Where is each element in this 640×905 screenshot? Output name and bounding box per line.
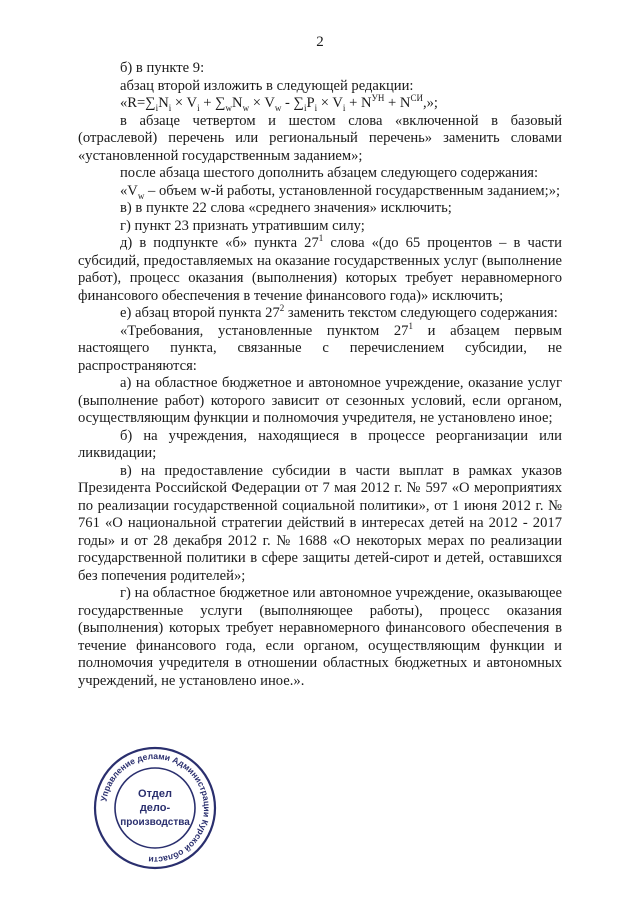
paragraph-item-g: г) пункт 23 признать утратившим силу; <box>120 217 365 234</box>
stamp-center-line-2: дело- <box>139 802 171 814</box>
paragraph-requirements: «Требования, установленные пунктом 27$^1$ и абзацем первым настоящего пункта, связанные с перечислением субсидии, не распространяются: <box>78 320 562 374</box>
paragraph-abzac-4-6: в абзаце четвертом и шестом слова «включенной в базовый (отраслевой) перечень или региональный перечень» заменить словами «установленной государственным заданием»; <box>78 112 562 164</box>
paragraph-sub-v: в) на предоставление субсидии в части выплат в рамках указов Президента Российской Федерации от 7 мая 2012 г. № 597 «О мероприятиях по реализации государственной социальной политики», от 1 июня 2012 г. № 761 «О национальной стратегии действий в интересах детей на 2012 - 2017 годы» и от 28 декабря 2012 г. № 1688 «О некоторых мерах по реализации государственной политики в сфере защиты детей-сирот и детей, оставшихся без попечения родителей»; <box>78 462 562 584</box>
paragraph-second-abzac: абзац второй изложить в следующей редакции: <box>120 77 414 94</box>
paragraph-item-d: д) в подпункте «б» пункта 27$^1$ слова «(до 65 процентов – в части субсидий, предоставляемых на оказание государственных услуг (выполнение работ), процесс оказания (выполнения) которых требует неравномерного финансового обеспечения в течение финансового года)» исключить; <box>78 233 562 304</box>
paragraph-after-6: после абзаца шестого дополнить абзацем следующего содержания: <box>120 165 539 181</box>
paragraph-sub-g: г) на областное бюджетное или автономное учреждение, оказывающее государственные услуги (выполняющее работы), процесс оказания (выполнения) которых требует неравномерного финансового обеспечения в течение финансового года, если органом, осуществляющим функции и полномочия учредителя в отношении областных бюджетных и автономных учреждений, не установлено иное.». <box>78 585 562 689</box>
page-number: 2 <box>316 34 324 50</box>
stamp-center-line-3: производства <box>120 817 190 828</box>
paragraph-item-e: е) абзац второй пункта 27$^2$ заменить текстом следующего содержания: <box>120 303 558 321</box>
document-body <box>78 60 562 690</box>
stamp-ring-text: Управление делами Администрации Курской области <box>98 750 213 866</box>
paragraph-sub-b: б) на учреждения, находящиеся в процессе реорганизации или ликвидации; <box>78 427 562 461</box>
paragraph-sub-a: а) на областное бюджетное и автономное учреждение, оказание услуг (выполнение работ) которого зависит от сезонных условий, если органом, осуществляющим функции и полномочия учредителя, не установлено иное; <box>78 375 562 426</box>
office-stamp <box>92 745 218 871</box>
paragraph-vw-definition: «$V_w$ – объем w-й работы, установленной государственным заданием;»; <box>120 182 561 201</box>
paragraph-item-b: б) в пункте 9: <box>120 60 205 76</box>
paragraph-item-v: в) в пункте 22 слова «среднего значения» исключить; <box>120 200 452 216</box>
stamp-center-line-1: Отдел <box>138 788 172 800</box>
formula-line: «$R=\sum_iN_i \times V_i + \sum_wN_w \times V_w - \sum_iP_i \times V_i + N^{УН} + N^{СИ}$,»; <box>120 93 438 113</box>
